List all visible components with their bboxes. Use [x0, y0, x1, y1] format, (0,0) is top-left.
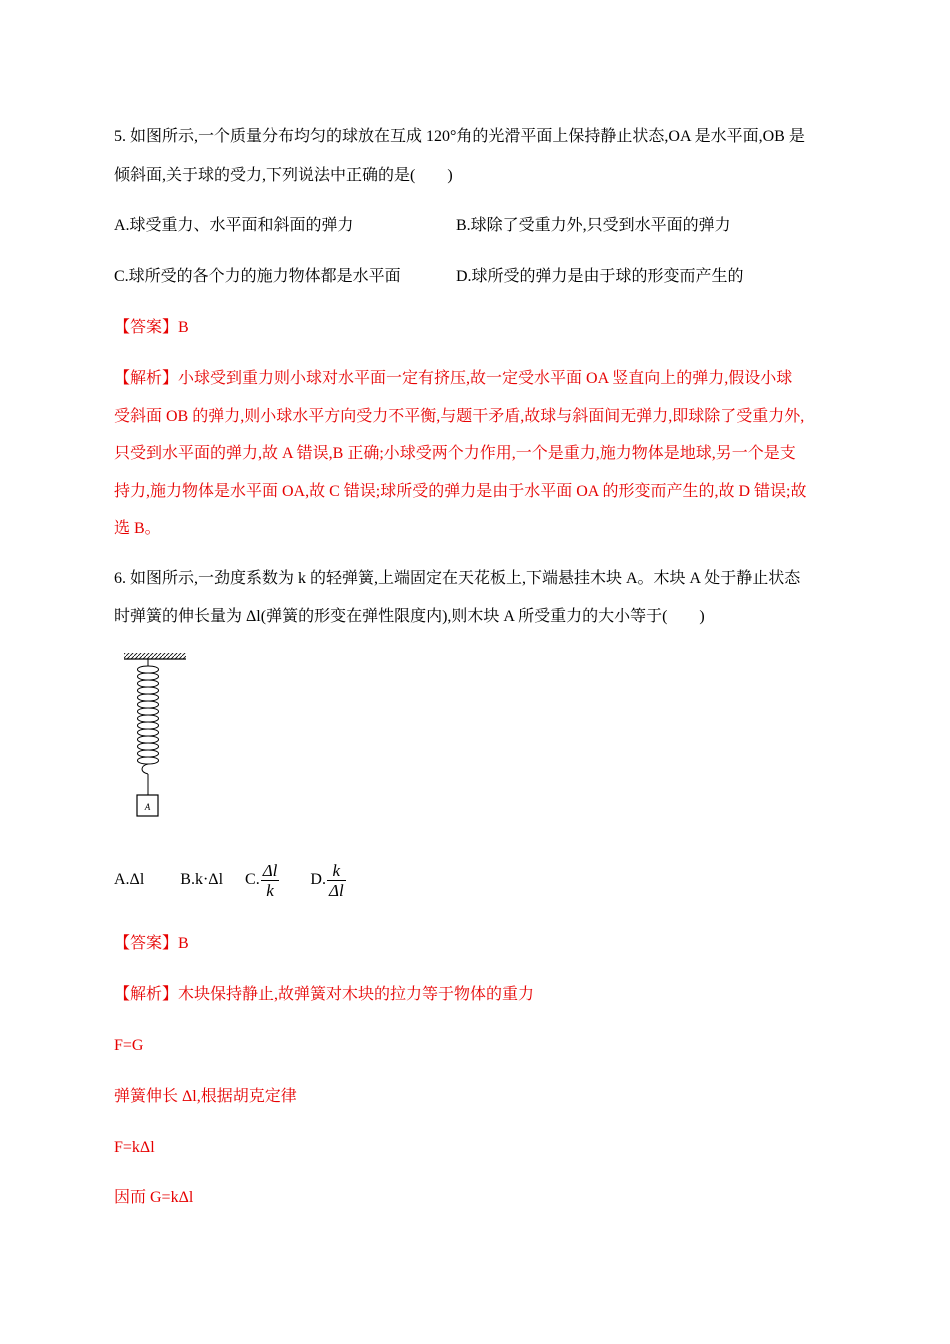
q6-option-a: A.Δl [114, 871, 145, 888]
q6-option-d-fraction [327, 861, 346, 900]
q6-option-c-numerator: Δl [262, 860, 278, 880]
spring-coil [138, 659, 159, 795]
q6-option-d-numerator: k [327, 861, 346, 881]
q6-stem-line2: 时弹簧的伸长量为 Δl(弹簧的形变在弹性限度内),则木块 A 所受重力的大小等于( ) [114, 608, 705, 625]
q5-stem-line2: 倾斜面,关于球的受力,下列说法中正确的是( ) [114, 167, 453, 184]
q6-option-b: B.k·Δl [180, 871, 224, 888]
spring-figure [118, 648, 194, 820]
q5-analysis-label: 【解析】 [114, 370, 179, 387]
q5-analysis-line1 [114, 369, 792, 389]
q6-option-c-denominator: k [266, 880, 274, 900]
q5-analysis-line2: 受斜面 OB 的弹力,则小球水平方向受力不平衡,与题干矛盾,故球与斜面间无弹力,即球除了受重力外, [114, 408, 805, 425]
q6-analysis-line1 [114, 985, 534, 1005]
block-a-label: A [144, 802, 151, 812]
q5-answer: 【答案】B [114, 319, 189, 336]
q6-options [114, 858, 347, 902]
q6-stem-line1: 6. 如图所示,一劲度系数为 k 的轻弹簧,上端固定在天花板上,下端悬挂木块 A。木块 A 处于静止状态 [114, 570, 801, 587]
q5-stem-line1: 5. 如图所示,一个质量分布均匀的球放在互成 120°角的光滑平面上保持静止状态,OA 是水平面,OB 是 [114, 128, 805, 145]
q5-option-b: B.球除了受重力外,只受到水平面的弹力 [456, 217, 731, 234]
q5-option-c: C.球所受的各个力的施力物体都是水平面 [114, 268, 401, 285]
q6-analysis-text2: 弹簧伸长 Δl,根据胡克定律 [114, 1088, 297, 1105]
q5-analysis-line4: 持力,施力物体是水平面 OA,故 C 错误;球所受的弹力是由于水平面 OA 的形变而产生的,故 D 错误;故 [114, 483, 807, 500]
q5-option-d: D.球所受的弹力是由于球的形变而产生的 [456, 268, 744, 285]
q6-option-d-prefix: D. [310, 871, 326, 888]
q6-option-c-prefix: C. [245, 871, 260, 888]
q6-option-c-fraction [261, 861, 280, 900]
q6-equation-2: F=kΔl [114, 1139, 155, 1156]
q6-option-d [310, 861, 346, 900]
q6-option-d-denominator: Δl [328, 880, 344, 900]
q6-analysis-text1: 木块保持静止,故弹簧对木块的拉力等于物体的重力 [178, 986, 535, 1003]
q6-answer: 【答案】B [114, 935, 189, 952]
ceiling [124, 653, 186, 659]
q5-option-a: A.球受重力、水平面和斜面的弹力 [114, 217, 354, 234]
q5-analysis-text1: 小球受到重力则小球对水平面一定有挤压,故一定受水平面 OA 竖直向上的弹力,假设小球 [178, 370, 793, 387]
q6-option-c [245, 861, 280, 900]
q5-analysis-line5: 选 B。 [114, 520, 161, 537]
q5-analysis-line3: 只受到水平面的弹力,故 A 错误,B 正确;小球受两个力作用,一个是重力,施力物体是地球,另一个是支 [114, 445, 796, 462]
q6-equation-1: F=G [114, 1037, 144, 1054]
q6-equation-3: 因而 G=kΔl [114, 1189, 194, 1206]
q6-analysis-label: 【解析】 [114, 986, 179, 1003]
